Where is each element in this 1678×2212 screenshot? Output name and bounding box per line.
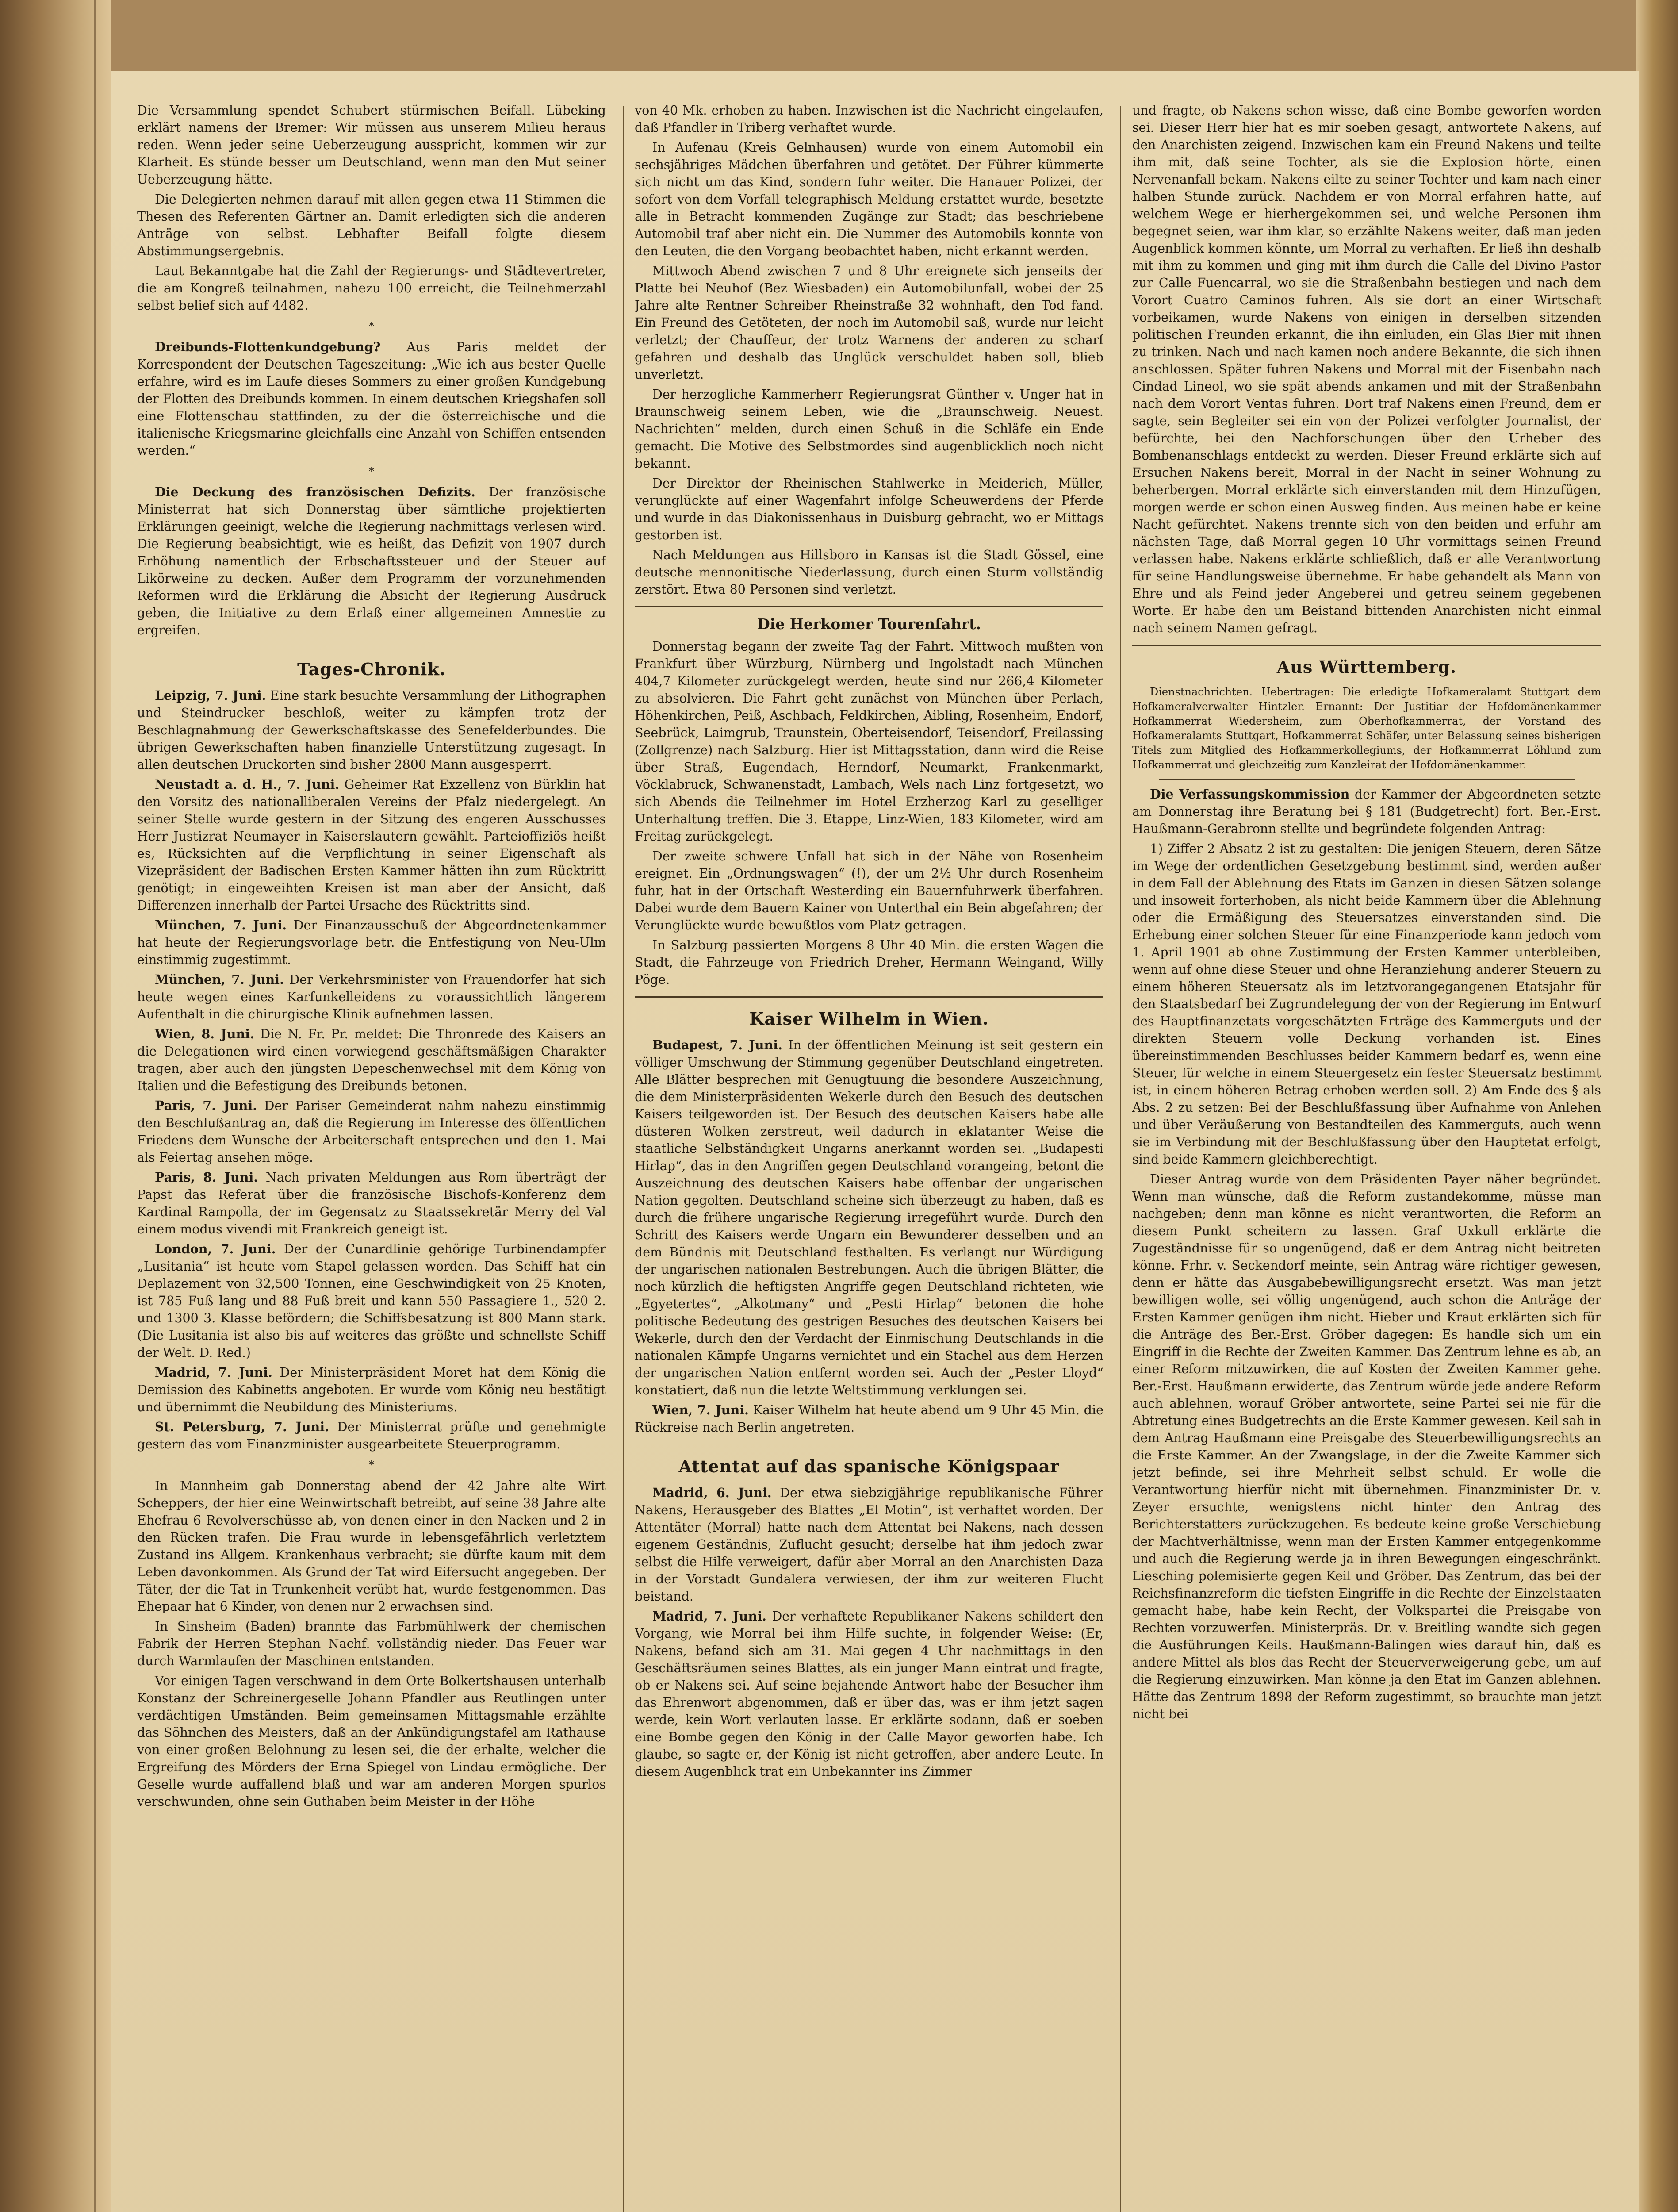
paragraph: Die Versammlung spendet Schubert stürmischen Beifall. Lübeking erklärt namens der Bremer: Wir müssen aus unserem Milieu heraus reden. Wenn jeder seine Ueberzeugung ausspricht, kommen wir zur Klarheit. Es stünde besser um Deutschland, wenn man den Mut seiner Ueberzeugung hätte.	[137, 103, 606, 187]
paragraph: In Sinsheim (Baden) brannte das Farbmühlwerk der chemischen Fabrik der Herren Stephan Nachf. vollständig nieder. Das Feuer war durch Warmlaufen der Maschinen entstanden.	[137, 1619, 606, 1668]
news-item: Der Verkehrsminister von Frauendorfer hat sich heute wegen eines Karfunkelleidens zu voraussichtlich längerem Aufenthalt in die chirurgische Klinik aufnehmen lassen.	[137, 972, 606, 1022]
paragraph: Mittwoch Abend zwischen 7 und 8 Uhr ereignete sich jenseits der Platte bei Neuhof (Bez Wiesbaden) ein Automobilunfall, wobei der 25 Jahre alte Rentner Schreiber Rheinstraße 32 wohnhaft, den Tod fand. Ein Freund des Getöteten, der noch im Automobil saß, wurde nur leicht verletzt; der Chauffeur, der trotz Warnens der anderen zu scharf gefahren und deshalb das Unglück verschuldet haben soll, blieb unverletzt.	[635, 264, 1103, 382]
section-rule	[1132, 645, 1601, 646]
dateline: St. Petersburg, 7. Juni.	[155, 1419, 329, 1434]
paragraph: In Aufenau (Kreis Gelnhausen) wurde von einem Automobil ein sechsjähriges Mädchen überfahren und getötet. Der Führer kümmerte sich nicht um das Kind, sondern fuhr weiter. Die Hanauer Polizei, der sofort von dem Vorfall telegraphisch Meldung erstattet wurde, besetzte alle in Betracht kommenden Zugänge zur Stadt; das beschriebene Automobil traf aber nicht ein. Die Nummer des Automobils konnte von den Leuten, die den Vorgang beobachtet haben, nicht erkannt werden.	[635, 140, 1103, 258]
paragraph: Dienstnachrichten. Uebertragen: Die erledigte Hofkameralamt Stuttgart dem Hofkameralverwalter Hintzler. Ernannt: Der Justitiar der Hofdomänenkammer Hofkammerrat Wiedersheim, zum Oberhofkammerrat, der Vorstand des Hofkameralamts Stuttgart, Hofkammerrat Schäfer, unter Belassung seines bisherigen Titels zum Mitglied des Hofkammerkollegiums, der Hofkammerrat Löhlund zum Hofkammerrat und gleichzeitig zum Kanzleirat der Hofdomänenkammer.	[1132, 686, 1601, 771]
paragraph: Der französische Ministerrat hat sich Donnerstag über sämtliche projektierten Erklärungen geeinigt, welche die Regierung nachmittags verlesen wird. Die Regierung beabsichtigt, wie es heißt, das Defizit von 1907 durch Erhöhung namentlich der Erbschaftssteuer und der Steuer auf Likörweine zu decken. Außer dem Programm der vorzunehmenden Reformen wird die Erklärung die Absicht der Regierung Ausdruck geben, die Initiative zu dem Erlaß einer allgemeinen Amnestie zu ergreifen.	[137, 485, 606, 637]
news-item: Nach privaten Meldungen aus Rom überträgt der Papst das Referat über die französische Bischofs-Konferenz dem Kardinal Rampolla, der im Gegensatz zu Staatssekretär Merry del Val einem modus vivendi mit Frankreich geneigt ist.	[137, 1170, 606, 1237]
separator-star: *	[369, 320, 374, 332]
article-heading: Dreibunds-Flottenkundgebung?	[155, 339, 381, 354]
news-item: Der der Cunardlinie gehörige Turbinendampfer „Lusitania“ ist heute vom Stapel gelassen worden. Das Schiff hat ein Deplazement von 32,500 Tonnen, eine Geschwindigkeit von 25 Knoten, ist 785 Fuß lang und 88 Fuß breit und kann 550 Passagiere 1., 520 2. und 1300 3. Klasse befördern; die Schiffsbesatzung ist 800 Mann stark. (Die Lusitania ist also bis auf weiteres das größte und schnellste Schiff der Welt. D. Red.)	[137, 1242, 606, 1360]
dateline: Wien, 8. Juni.	[155, 1026, 254, 1041]
dateline: Neustadt a. d. H., 7. Juni.	[155, 777, 340, 792]
section-rule	[635, 996, 1103, 998]
column-2	[635, 102, 1103, 2212]
dateline: München, 7. Juni.	[155, 918, 287, 933]
article-heading: Die Deckung des französischen Defizits.	[155, 484, 475, 499]
paragraph: Kaiser Wilhelm hat heute abend um 9 Uhr 45 Min. die Rückreise nach Berlin angetreten.	[635, 1403, 1103, 1435]
dateline: London, 7. Juni.	[155, 1241, 276, 1256]
article-heading: Attentat auf das spanische Königspaar	[678, 1456, 1060, 1476]
paragraph: Der etwa siebzigjährige republikanische Führer Nakens, Herausgeber des Blattes „El Motin“, ist verhaftet worden. Der Attentäter (Morral) hatte nach dem Attentat bei Nakens, nach dessen eigenem Geständnis, Zuflucht gesucht; derselbe hat ihm jedoch zwar selbst die Hilfe verweigert, dafür aber Morral an den Anarchisten Daza in der Vorstadt Gundalera verwiesen, der ihm zur weiteren Flucht beistand.	[635, 1486, 1103, 1604]
paragraph: der Kammer der Abgeordneten setzte am Donnerstag ihre Beratung bei § 181 (Budgetrecht) fort. Ber.-Erst. Haußmann-Gerabronn stellte und begründete folgenden Antrag:	[1132, 787, 1601, 836]
news-item: Der Pariser Gemeinderat nahm nahezu einstimmig den Beschlußantrag an, daß die Regierung im Interesse des öffentlichen Friedens dem Wunsche der Arbeiterschaft entsprechen und den 1. Mai als Feiertag ansehen möge.	[137, 1098, 606, 1165]
paragraph: Der herzogliche Kammerherr Regierungsrat Günther v. Unger hat in Braunschweig seinem Leben, wie die „Braunschweig. Neuest. Nachrichten“ melden, durch einen Schuß in die Schläfe ein Ende gemacht. Die Motive des Selbstmordes sind augenblicklich noch nicht bekannt.	[635, 387, 1103, 471]
dateline: Paris, 8. Juni.	[155, 1170, 258, 1185]
article-heading: Die Herkomer Tourenfahrt.	[757, 615, 981, 633]
article-heading: Kaiser Wilhelm in Wien.	[749, 1009, 989, 1029]
news-item: Eine stark besuchte Versammlung der Lithographen und Steindrucker beschloß, weiter zu kämpfen trotz der Beschlagnahmung der Gewerkschaftskasse des Senefelderbundes. Die übrigen Gewerkschaften haben finanzielle Unterstützung zugesagt. In allen deutschen Druckorten sind bisher 2800 Mann ausgesperrt.	[137, 688, 606, 772]
section-rule	[635, 1444, 1103, 1445]
paragraph: Der zweite schwere Unfall hat sich in der Nähe von Rosenheim ereignet. Ein „Ordnungswagen“ (!), der um 2½ Uhr durch Rosenheim fuhr, hat in der Ortschaft Westerding ein Bauernfuhrwerk überfahren. Dabei wurde dem Bauern Kainer von Unterthal ein Bein abgefahren; der Verunglückte wurde bewußtlos vom Platz getragen.	[635, 849, 1103, 933]
paragraph: Nach Meldungen aus Hillsboro in Kansas ist die Stadt Gössel, eine deutsche mennonitische Niederlassung, durch einen Sturm vollständig zerstört. Etwa 80 Personen sind verletzt.	[635, 548, 1103, 597]
dateline: Leipzig, 7. Juni.	[155, 688, 266, 703]
section-rule	[137, 647, 606, 648]
paragraph: In Salzburg passierten Morgens 8 Uhr 40 Min. die ersten Wagen die Stadt, die Fahrzeuge von Friedrich Dreher, Hermann Weingand, Willy Pöge.	[635, 938, 1103, 987]
column-rule	[1120, 106, 1121, 2212]
news-item: Geheimer Rat Exzellenz von Bürklin hat den Vorsitz des nationalliberalen Vereins der Pfalz niedergelegt. An seiner Stelle wurde gestern in der Sitzung des engeren Ausschusses Herr Justizrat Neumayer in Kaiserslautern gewählt. Parteioffiziös heißt es, Rücksichten auf die Verpflichtung in seiner Eigenschaft als Vizepräsident der Badischen Ersten Kammer hätten ihn zum Rücktritt genötigt; in eingeweihten Kreisen ist man aber der Ansicht, daß Differenzen innerhalb der Partei Ursache des Rücktritts sind.	[137, 777, 606, 913]
news-item: Der Finanzausschuß der Abgeordnetenkammer hat heute der Regierungsvorlage betr. die Entfestigung von Neu-Ulm einstimmig zugestimmt.	[137, 918, 606, 967]
paragraph: 1) Ziffer 2 Absatz 2 ist zu gestalten: Die jenigen Steuern, deren Sätze im Wege der ordentlichen Gesetzgebung bestimmt sind, werden außer in dem Fall der Ablehnung des Etats im Ganzen in diesen Sätzen solange und insoweit forterhoben, als nicht beide Kammern über die Ablehnung oder die Ermäßigung des Steuersatzes einverstanden sind. Die Erhebung einer solchen Steuer für eine Finanzperiode kann jedoch vom 1. April 1901 ab ohne Zustimmung der Ersten Kammer unterbleiben, wenn auf ohne diese Steuer und ohne Heranziehung anderer Steuern zu einem höheren Steuersatz als im letztvorangegangenen Etatsjahr für den Staatsbedarf bei Zugrundelegung der von der Regierung im Entwurf des Hauptfinanzetats vorgeschätzten Erträge des Kammerguts und der direkten Steuern volle Deckung vorhanden ist. Eines übereinstimmenden Beschlusses beider Kammern bedarf es, wenn eine Steuer, für welche in einem Steuergesetz ein fester Steuersatz bestimmt ist, in einem höheren Betrag erhoben werden soll. 2) Am Ende des § als Abs. 2 zu setzen: Bei der Beschlußfassung über Aufnahme von Anlehen und über Veräußerung von Bestandteilen des Kammerguts, auch wenn sie im Verbindung mit der Beschlußfassung über den Hauptetat erfolgt, sind beide Kammern gleichberechtigt.	[1132, 841, 1601, 1167]
short-rule	[1159, 779, 1575, 780]
next-page-edge	[1636, 0, 1678, 2212]
news-item: Die N. Fr. Pr. meldet: Die Thronrede des Kaisers an die Delegationen wird einen vorwiegend geschäftsmäßigen Charakter tragen, aber auch den jüngsten Depeschenwechsel mit dem König von Italien und die Befestigung des Dreibunds betonen.	[137, 1027, 606, 1093]
column-1	[137, 102, 606, 2212]
section-rule	[635, 606, 1103, 607]
paragraph: Dieser Antrag wurde von dem Präsidenten Payer näher begründet. Wenn man wünsche, daß die Reform zustandekomme, müsse man nachgeben; denn man könne es nicht verantworten, die Reform an diesem Punkt scheitern zu lassen. Graf Uxkull erklärte die Zugeständnisse für so ungenügend, daß er dem Antrag nicht beitreten könne. Frhr. v. Seckendorf meinte, sein Antrag wäre richtiger gewesen, denn er hätte das Ausgabebewilligungsrecht ersetzt. Was man jetzt bewilligen wolle, sei völlig ungenügend, auch schon die Anträge der Ersten Kammer genügen ihm nicht. Hieber und Kraut erklärten sich für die Anträge des Ber.-Erst. Gröber dagegen: Es handle sich um ein Eingriff in die Rechte der Zweiten Kammer. Das Zentrum lehne es ab, an einer Reform mitzuwirken, die auf Kosten der Zweiten Kammer gehe. Ber.-Erst. Haußmann erwiderte, das Zentrum würde jede andere Reform auch ablehnen, worauf Gröber antwortete, seine Partei sei nie für die Abtretung eines Budgetrechts an die Erste Kammer gewesen. Keil sah in dem Antrag Haußmann eine Preisgabe des Steuerbewilligungsrechts an die Erste Kammer. An der Zwangslage, in der die Zweite Kammer sich jetzt befinde, sei ihre Mehrheit selbst schuld. Er wolle die Verantwortung hierfür nicht mit übernehmen. Finanzminister Dr. v. Zeyer ersuchte, wenigstens nicht hinter den Antrag des Berichterstatters zurückzugehen. Es bedeute keine große Verschiebung der Machtverhältnisse, wenn man der Ersten Kammer entgegenkomme und auch die Regierung werde ja in ihren Bewegungen eingeschränkt. Liesching polemisierte gegen Keil und Gröber. Das Zentrum, das bei der Reichsfinanzreform die tiefsten Eingriffe in die Rechte der Einzelstaaten gemacht habe, habe kein Recht, der Volkspartei die Preisgabe von Rechten vorzuwerfen. Ministerpräs. Dr. v. Breitling wandte sich gegen die Ausführungen Keils. Haußmann-Balingen wies darauf hin, daß es andere Mittel als blos das Recht der Steuerverweigerung gebe, um auf die Regierung einzuwirken. Man könne ja den Etat im Ganzen ablehnen. Hätte das Zentrum 1898 der Reform zugestimmt, so brauchte man jetzt nicht bei	[1132, 1172, 1601, 1721]
dateline: Paris, 7. Juni.	[155, 1098, 257, 1113]
column-rule	[623, 106, 624, 2212]
dateline: München, 7. Juni.	[155, 972, 284, 987]
section-heading: Tages-Chronik.	[297, 659, 446, 679]
paragraph: In Mannheim gab Donnerstag abend der 42 Jahre alte Wirt Scheppers, der hier eine Weinwirtschaft betreibt, auf seine 38 Jahre alte Ehefrau 6 Revolverschüsse ab, von denen einer in den Nacken und 2 in den Rücken trafen. Die Frau wurde in lebensgefährlich verletztem Zustand ins Allgem. Krankenhaus verbracht; sie dürfte kaum mit dem Leben davonkommen. Als Grund der Tat wird Eifersucht angegeben. Der Täter, der die Tat in Trunkenheit verübt hat, wurde festgenommen. Das Ehepaar hat 6 Kinder, von denen nur 2 erwachsen sind.	[137, 1479, 606, 1614]
paragraph: von 40 Mk. erhoben zu haben. Inzwischen ist die Nachricht eingelaufen, daß Pfandler in Triberg verhaftet wurde.	[635, 103, 1103, 135]
news-item: Der Ministerrat prüfte und genehmigte gestern das vom Finanzminister ausgearbeitete Steuerprogramm.	[137, 1420, 606, 1452]
paragraph: In der öffentlichen Meinung ist seit gestern ein völliger Umschwung der Stimmung gegenüber Deutschland eingetreten. Alle Blätter besprechen mit Genugtuung die besondere Auszeichnung, die dem Ministerpräsidenten Wekerle durch den Besuch des deutschen Kaisers teilgeworden ist. Der Besuch des deutschen Kaisers habe alle düsteren Wolken zerstreut, weil dadurch in eklatanter Weise die staatliche Selbständigkeit Ungarns anerkannt worden sei. „Budapesti Hirlap“, das in den Angriffen gegen Deutschland vorangeing, betont die Auszeichnung des deutschen Kaisers habe offenbar der ungarischen Nation gegolten. Deutschland scheine sich überzeugt zu haben, daß es durch die frühere ungarische Regierung irregeführt wurde. Durch den Schritt des Kaisers werde Ungarn ein Bewunderer desselben und an dem Bündnis mit Deutschland festhalten. Es verlangt nur Würdigung der ungarischen nationalen Bestrebungen. Auch die übrigen Blätter, die noch kürzlich die heftigsten Angriffe gegen Deutschland richteten, wie „Egyetertes“, „Alkotmany“ und „Pesti Hirlap“ betonen die hohe politische Bedeutung des gestrigen Besuches des deutschen Kaisers bei Wekerle, durch den der Verdacht der Einmischung Deutschlands in die nationalen Kämpfe Ungarns vernichtet und ein Stachel aus dem Herzen der ungarischen Nation entfernt worden sei. Auch der „Pester Lloyd“ konstatiert, daß nun die letzte Weltstimmung verklungen sei.	[635, 1038, 1103, 1398]
paragraph: Donnerstag begann der zweite Tag der Fahrt. Mittwoch mußten von Frankfurt über Würzburg, Nürnberg und Ingolstadt nach München 404,7 Kilometer zurückgelegt werden, heute sind nur 266,4 Kilometer zu absolvieren. Die Fahrt geht zunächst von München über Perlach, Höhenkirchen, Peiß, Aschbach, Feldkirchen, Aibling, Rosenheim, Endorf, Seebrück, Laimgrub, Traunstein, Oberteisendorf, Teisendorf, Freilassing (Zollgrenze) nach Salzburg. Hier ist Mittagsstation, dann wird die Reise über Straß, Eugendach, Herndorf, Neumarkt, Frankenmarkt, Vöcklabruck, Schwanenstadt, Lambach, Wels nach Linz fortgesetzt, wo sich Abends die Teilnehmer im Hotel Erzherzog Karl zu geselliger Unterhaltung treffen. Die 3. Etappe, Linz-Wien, 183 Kilometer, wird am Freitag zurückgelegt.	[635, 639, 1103, 844]
column-3	[1132, 102, 1601, 2212]
separator-star: *	[369, 1459, 374, 1471]
dateline: Madrid, 7. Juni.	[652, 1609, 766, 1624]
separator-star: *	[369, 465, 374, 477]
paragraph: und fragte, ob Nakens schon wisse, daß eine Bombe geworfen worden sei. Dieser Herr hier hat es mir soeben gesagt, antwortete Nakens, auf den Anarchisten zeigend. Inzwischen kam ein Freund Nakens und teilte ihm mit, daß seine Tochter, als sie die Explosion hörte, einen Nervenanfall bekam. Nakens eilte zu seiner Tochter und kam nach einer halben Stunde zurück. Nachdem er von Morral erfahren hatte, auf welchem Wege er hierhergekommen sei, und welche Personen ihm begegnet seien, war ihm klar, so erzählte Nakens weiter, daß man jeden Augenblick kommen könnte, um Morral zu verhaften. Er ließ ihn deshalb mit ihm zu kommen und ging mit ihm durch die Calle del Divino Pastor zur Calle Fuencarral, wo sie die Straßenbahn bestiegen und nach dem Vorort Cuatro Caminos fuhren. Als sie dort an einer Wirtschaft vorbeikamen, wurde Nakens von einigen in derselben sitzenden politischen Freunden erkannt, die ihn einluden, ein Glas Bier mit ihnen zu trinken. Nach und nach kamen noch andere Bekannte, die sich ihnen anschlossen. Später fuhren Nakens und Morral mit der Eisenbahn nach Cindad Lineol, wo sie spät abends ankamen und mit der Straßenbahn nach dem Vorort Ventas fuhren. Dort traf Nakens einen Freund, dem er sagte, sein Begleiter sei ein von der Polizei verfolgter Journalist, der befürchte, bei den Nachforschungen über den Urheber des Bombenanschlags entdeckt zu werden. Dieser Freund erklärte sich auf Ersuchen Nakens bereit, Morral in der Nacht in seiner Wohnung zu beherbergen. Morral erklärte sich einverstanden mit dem Hinzufügen, morgen werde er schon einen Ausweg finden. Aus meinen habe er keine Nacht gefürchtet. Nakens trennte sich von den beiden und erfuhr am nächsten Tage, daß Morral gegen 10 Uhr vormittags seinen Freund verlassen habe. Nakens erklärte schließlich, daß er alle Verantwortung für seine Handlungsweise übernehme. Er habe gehandelt als Mann von Ehre und als Feind jeder Angeberei und getreu seinem gegebenen Worte. Er habe den um Beistand bittenden Anarchisten nicht einmal nach seinem Namen gefragt.	[1132, 103, 1601, 635]
dateline: Wien, 7. Juni.	[652, 1402, 749, 1417]
paragraph: Der verhaftete Republikaner Nakens schildert den Vorgang, wie Morral bei ihm Hilfe suchte, in folgender Weise: (Er, Nakens, befand sich am 31. Mai gegen 4 Uhr nachmittags in den Geschäftsräumen seines Blattes, als ein junger Mann eintrat und fragte, ob er Nakens sei. Auf seine bejahende Antwort habe der Besucher ihm das Ehrenwort abgenommen, daß er über das, was er ihm jetzt sagen werde, kein Wort verlauten lasse. Er erklärte sodann, daß er soeben eine Bombe gegen den König in der Calle Mayor geworfen habe. Ich glaube, so sagte er, der König ist nicht getroffen, aber andere Leute. In diesem Augenblick trat ein Unbekannter ins Zimmer	[635, 1609, 1103, 1779]
newspaper-page	[111, 71, 1639, 2212]
section-heading: Aus Württemberg.	[1276, 657, 1457, 677]
dateline: Budapest, 7. Juni.	[652, 1037, 782, 1052]
paragraph: Die Delegierten nehmen darauf mit allen gegen etwa 11 Stimmen die Thesen des Referenten Gärtner an. Damit erledigten sich die anderen Anträge von selbst. Lebhafter Beifall folgte diesem Abstimmungsergebnis.	[137, 192, 606, 258]
news-item: Der Ministerpräsident Moret hat dem König die Demission des Kabinetts angeboten. Er wurde vom König neu bestätigt und übernimmt die Neubildung des Ministeriums.	[137, 1365, 606, 1414]
article-heading: Die Verfassungskommission	[1150, 787, 1350, 802]
paragraph: Aus Paris meldet der Korrespondent der Deutschen Tageszeitung: „Wie ich aus bester Quelle erfahre, wird es im Laufe dieses Sommers zu einer großen Kundgebung der Flotten des Dreibunds kommen. In einem deutschen Kriegshafen soll eine Flottenschau stattfinden, zu der die österreichische und die italienische Kriegsmarine gleichfalls eine Anzahl von Schiffen entsenden werden.“	[137, 340, 606, 458]
dateline: Madrid, 6. Juni.	[652, 1485, 772, 1500]
paragraph: Der Direktor der Rheinischen Stahlwerke in Meiderich, Müller, verunglückte auf einer Wagenfahrt infolge Scheuwerdens der Pferde und wurde in das Diakonissenhaus in Duisburg gebracht, wo er Mittags gestorben ist.	[635, 476, 1103, 542]
spine-edge	[94, 0, 96, 2212]
paragraph: Laut Bekanntgabe hat die Zahl der Regierungs- und Städtevertreter, die am Kongreß teilnahmen, nahezu 100 erreicht, die Teilnehmerzahl selbst belief sich auf 4482.	[137, 264, 606, 313]
paragraph: Vor einigen Tagen verschwand in dem Orte Bolkertshausen unterhalb Konstanz der Schreinergeselle Johann Pfandler aus Reutlingen unter verdächtigen Umständen. Beim gemeinsamen Mittagsmahle erzählte das Söhnchen des Meisters, daß an der Ankündigungstafel am Rathause von einer großen Belohnung zu lesen sei, die der erhalte, welcher die Ergreifung des Mörders der Erna Spiegel von Lindau ermögliche. Der Geselle wurde auffallend blaß und war am anderen Morgen spurlos verschwunden, ohne sein Guthaben beim Meister in der Höhe	[137, 1674, 606, 1809]
dateline: Madrid, 7. Juni.	[155, 1365, 272, 1380]
